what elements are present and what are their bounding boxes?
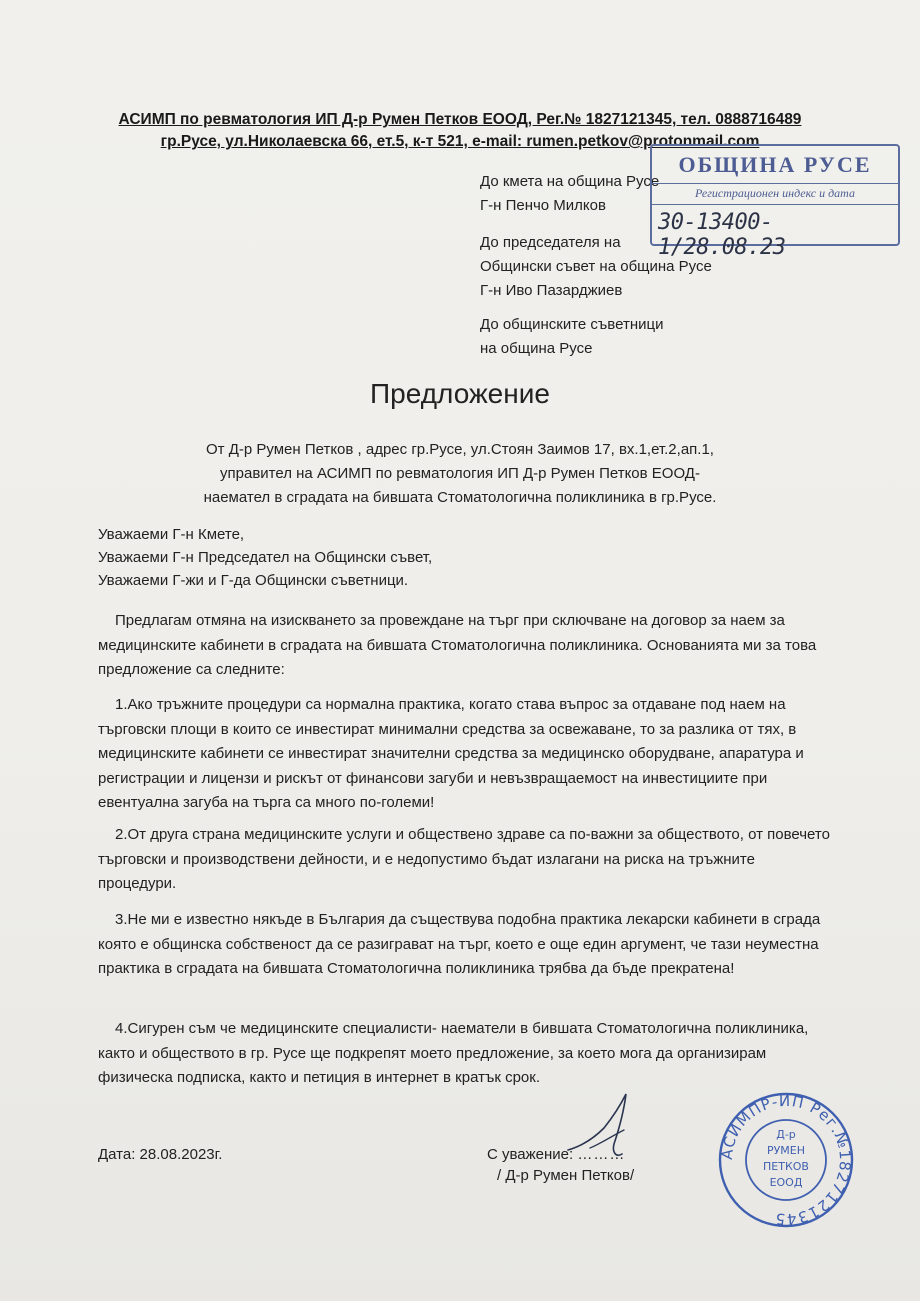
sender-line: управител на АСИМП по ревматология ИП Д-р Румен Петков ЕООД- — [220, 465, 700, 482]
greeting-line: Уважаеми Г-жи и Г-да Общински съветници. — [98, 572, 409, 589]
registration-stamp-divider — [652, 204, 898, 205]
signature-dots: ……… — [577, 1146, 626, 1163]
document-title: Предложение — [370, 378, 550, 409]
date-line: Дата: 28.08.2023г. — [98, 1146, 223, 1163]
svg-text:Д-р: Д-р — [776, 1128, 796, 1141]
company-seal — [716, 1090, 856, 1230]
handwritten-signature — [560, 1088, 650, 1168]
recipient-chair-line: До председателя на — [480, 234, 621, 251]
point-1-paragraph: 1.Ако тръжните процедури са нормална практика, когато става въпрос за отдаване под наем на търговски площи в които се инвестират минимални средства за освежаване, то за разлика от тях, в медицинските кабинети се инвестират значителни средства за медицинско оборудване, апаратура и регистрации и лицензи и рискът от финансови загуби и невъзвращаемост на инвестициите при евентуална загуба на търга са много по-големи! — [98, 696, 804, 811]
greeting-line: Уважаеми Г-н Председател на Общински съвет, — [98, 549, 433, 566]
registration-stamp-subtitle: Регистрационен индекс и дата — [695, 186, 855, 200]
recipient-mayor — [480, 170, 659, 218]
recipient-councillors — [480, 313, 663, 361]
recipient-chair-line: Г-н Иво Пазарджиев — [480, 282, 623, 299]
regards-label: С уважение: — [487, 1146, 574, 1163]
recipient-councillors-line: на община Русе — [480, 340, 593, 357]
svg-text:АСИМПР-ИП Рег.№1827121345: АСИМПР-ИП Рег.№1827121345 — [717, 1091, 855, 1229]
point-4-paragraph: 4.Сигурен съм че медицинските специалисти- наематели в бившата Стоматологична поликлиника, както и обществото в гр. Русе ще подкрепят моето предложение, за което мога да организирам физическа подписка, както и петиция в интернет в кратък срок. — [98, 1020, 809, 1086]
sender-block — [0, 438, 920, 510]
recipient-mayor-line: До кмета на община Русе — [480, 173, 660, 190]
intro-paragraph: Предлагам отмяна на изискването за провеждане на търг при сключване на договор за наем за медицинските кабинети в сградата на бившата Стоматологична поликлиника. Основанията ми за това предложение са следните: — [98, 612, 817, 678]
registration-stamp-divider — [652, 183, 898, 184]
svg-text:ЕООД: ЕООД — [769, 1176, 803, 1189]
svg-text:РУМЕН: РУМЕН — [766, 1144, 806, 1157]
sender-line: наемател в сградата на бившата Стоматологична поликлиника в гр.Русе. — [203, 489, 717, 506]
svg-text:ПЕТКОВ: ПЕТКОВ — [763, 1160, 809, 1173]
registration-number: 30-13400-1/28.08.23 — [658, 210, 786, 260]
greeting-line: Уважаеми Г-н Кмете, — [98, 526, 245, 543]
recipient-chair-line: Общински съвет на община Русе — [480, 258, 712, 275]
registration-stamp-name: ОБЩИНА РУСЕ — [678, 152, 872, 177]
registration-stamp — [650, 144, 900, 260]
sender-line: От Д-р Румен Петков , адрес гр.Русе, ул.Стоян Заимов 17, вх.1,ет.2,ап.1, — [206, 441, 714, 458]
recipient-mayor-line: Г-н Пенчо Милков — [480, 197, 606, 214]
letterhead-line-2: гр.Русе, ул.Николаевска 66, ет.5, к-т 521, e-mail: rumen.petkov@protonmail.com — [160, 133, 760, 150]
greeting-block — [98, 523, 432, 592]
recipient-councillors-line: До общинските съветници — [480, 316, 664, 333]
point-3-paragraph: 3.Не ми е известно някъде в България да съществува подобна практика лекарски кабинети в сграда която е общинска собственост да се разиграват на търг, което е още един аргумент, че тази неуместна практика в сградата на бившата Стоматологична поликлиника трябва да бъде прекратена! — [98, 911, 821, 977]
point-2-paragraph: 2.От друга страна медицинските услуги и обществено здраве са по-важни за обществото, от повечето търговски и производствени дейности, и е недопустимо бъдат излагани на риска на тръжните процедури. — [98, 826, 830, 892]
signer-name: / Д-р Румен Петков/ — [497, 1167, 635, 1184]
letterhead-line-1: АСИМП по ревматология ИП Д-р Румен Петков ЕООД, Рег.№ 1827121345, тел. 0888716489 — [118, 111, 802, 128]
